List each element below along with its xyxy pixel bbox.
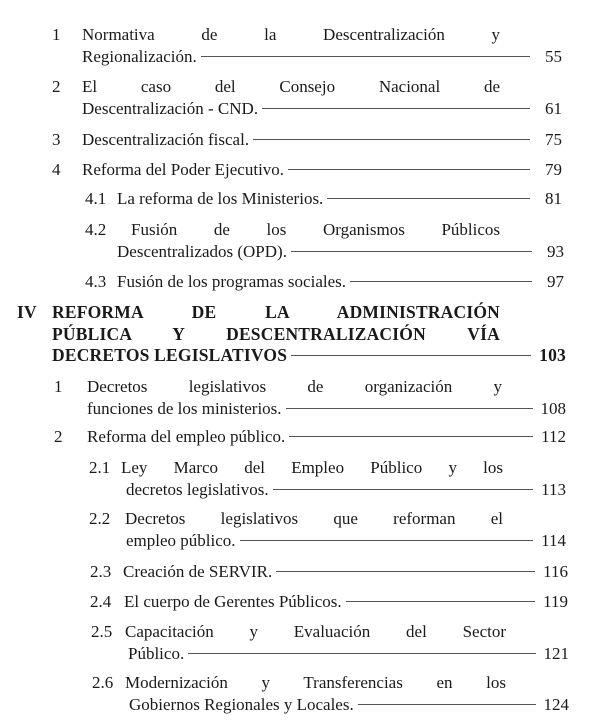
entry-number: 2.2 <box>89 509 111 528</box>
entry-title-line: REFORMA DE LA ADMINISTRACIÓN <box>52 302 500 322</box>
entry-title-text: El cuerpo de Gerentes Públicos. <box>124 592 342 611</box>
entry-title-line: Ley Marco del Empleo Público y los <box>121 458 503 477</box>
entry-title-text: Descentralizados (OPD). <box>117 241 287 261</box>
entry-title-last-line <box>117 188 562 210</box>
page-number: 93 <box>547 241 564 261</box>
entry-title-line: Normativa de la Descentralización y <box>82 25 500 44</box>
entry-title-text: empleo público. <box>126 530 236 550</box>
leader-line <box>350 281 532 282</box>
entry-title-last-line <box>82 46 562 68</box>
entry-number: 2.1 <box>89 458 111 477</box>
leader-line <box>346 601 535 602</box>
entry-title-text: Creación de SERVIR. <box>123 562 273 581</box>
entry-title-last-line <box>128 643 569 665</box>
entry-number: 4.1 <box>85 189 107 208</box>
leader-line <box>253 139 530 140</box>
entry-number: 2.3 <box>90 562 112 581</box>
entry-title-text: Descentralización fiscal. <box>82 130 250 149</box>
leader-line <box>327 198 530 199</box>
entry-title-text: Fusión de los programas sociales. <box>117 272 346 291</box>
entry-title-last-line <box>126 530 566 552</box>
entry-title-line: Decretos legislativos de organización y <box>87 377 502 396</box>
entry-title-text: Público. <box>128 643 185 663</box>
leader-line <box>289 436 533 437</box>
leader-line <box>288 169 530 170</box>
page-number: 113 <box>541 479 566 499</box>
entry-title-last-line <box>126 479 566 501</box>
entry-title-text: funciones de los ministerios. <box>87 398 282 418</box>
page-number: 103 <box>539 345 566 365</box>
entry-title-last-line <box>123 561 568 583</box>
leader-line <box>201 56 530 57</box>
entry-number: IV <box>17 302 37 322</box>
leader-line <box>286 408 533 409</box>
entry-title-line: Decretos legislativos que reforman el <box>125 509 503 528</box>
entry-title-text: La reforma de los Ministerios. <box>117 189 324 208</box>
entry-number: 4.3 <box>85 272 107 291</box>
entry-number: 4.2 <box>85 220 107 239</box>
entry-title-last-line <box>129 694 569 716</box>
entry-number: 2.6 <box>92 673 114 692</box>
entry-title-last-line <box>52 344 566 366</box>
page-number: 124 <box>543 694 569 714</box>
entry-title-last-line <box>117 241 564 263</box>
entry-number: 2 <box>54 427 63 446</box>
entry-title-line: Capacitación y Evaluación del Sector <box>125 622 506 641</box>
entry-number: 4 <box>52 160 61 179</box>
entry-title-line: Fusión de los Organismos Públicos <box>131 220 500 239</box>
page-number: 119 <box>543 592 568 611</box>
entry-title-text: DECRETOS LEGISLATIVOS <box>52 345 288 365</box>
leader-line <box>276 571 535 572</box>
leader-line <box>262 108 530 109</box>
entry-title-text: decretos legislativos. <box>126 479 269 499</box>
entry-number: 2.5 <box>91 622 113 641</box>
leader-line <box>188 653 535 654</box>
entry-title-text: Reforma del Poder Ejecutivo. <box>82 160 285 179</box>
entry-title-last-line <box>87 426 566 448</box>
page-number: 121 <box>543 643 569 663</box>
entry-number: 3 <box>52 130 61 149</box>
entry-title-last-line <box>82 98 562 120</box>
entry-title-last-line <box>117 271 564 293</box>
page-number: 79 <box>545 160 562 179</box>
entry-title-text: Descentralización - CND. <box>82 98 259 118</box>
page-number: 116 <box>543 562 568 581</box>
entry-title-line: PÚBLICA Y DESCENTRALIZACIÓN VÍA <box>52 323 500 344</box>
entry-number: 2.4 <box>90 592 112 611</box>
page-number: 75 <box>545 130 562 149</box>
entry-title-line: El caso del Consejo Nacional de <box>82 77 500 96</box>
leader-line <box>273 489 534 490</box>
entry-number: 1 <box>52 25 61 44</box>
leader-line <box>291 251 532 252</box>
leader-line <box>291 355 531 356</box>
entry-title-text: Regionalización. <box>82 46 197 66</box>
leader-line <box>240 540 534 541</box>
page-number: 97 <box>547 272 564 291</box>
page-number: 112 <box>541 427 566 446</box>
entry-title-last-line <box>124 591 568 613</box>
page-number: 108 <box>540 398 566 418</box>
leader-line <box>358 704 536 705</box>
entry-title-last-line <box>87 398 566 420</box>
page-number: 55 <box>545 46 562 66</box>
entry-title-last-line <box>82 129 562 151</box>
entry-title-text: Reforma del empleo público. <box>87 427 286 446</box>
page-number: 61 <box>545 98 562 118</box>
entry-number: 1 <box>54 377 63 396</box>
page-number: 81 <box>545 189 562 208</box>
entry-title-line: Modernización y Transferencias en los <box>125 673 506 692</box>
entry-title-last-line <box>82 159 562 181</box>
page-number: 114 <box>541 530 566 550</box>
entry-title-text: Gobiernos Regionales y Locales. <box>129 694 354 714</box>
entry-number: 2 <box>52 77 61 96</box>
